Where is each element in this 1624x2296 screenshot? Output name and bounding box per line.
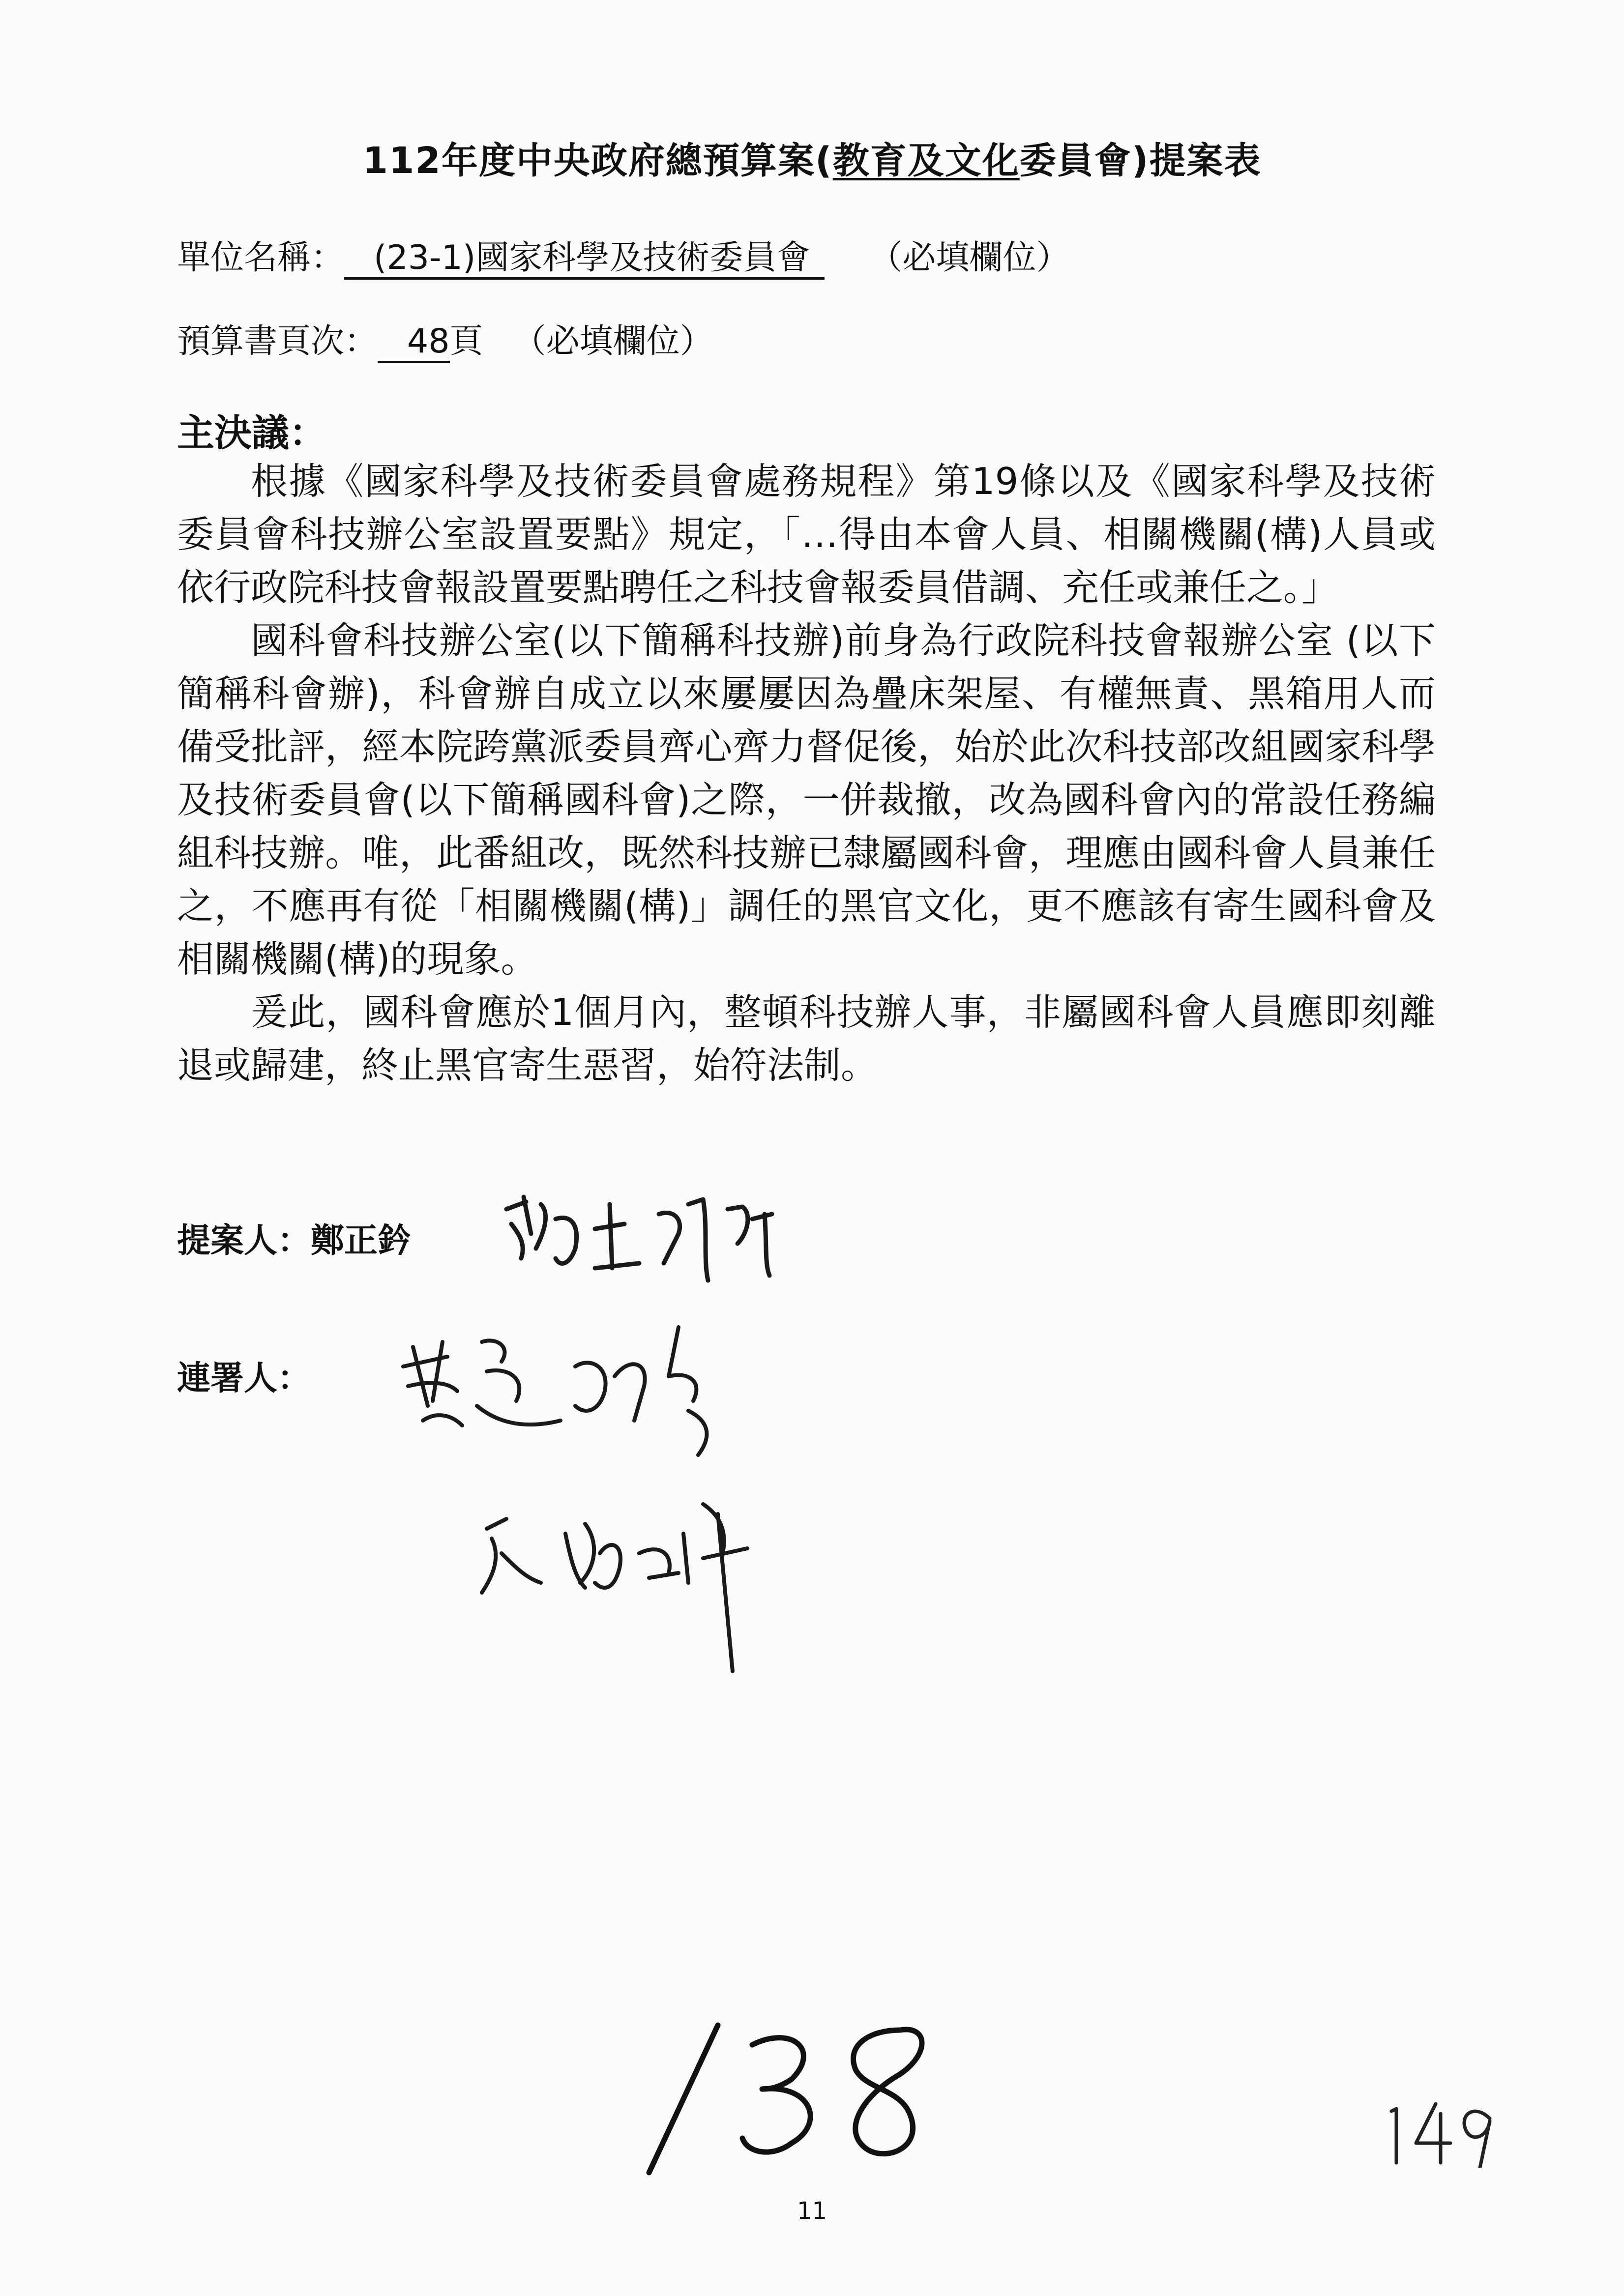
- resolution-heading: 主決議：: [177, 411, 326, 455]
- budget-page-unit: 頁: [449, 322, 483, 361]
- printed-page-number: 11: [797, 2197, 827, 2225]
- resolution-paragraph: 國科會科技辦公室(以下簡稱科技辦)前身為行政院科技會報辦公室 (以下簡稱科會辦)，科會辦自成立以來屢屢因為疊床架屋、有權無責、黑箱用人而備受批評，經本院跨黨派委員齊心齊力督促後，始於此次科技部改組國家科學及技術委員會(以下簡稱國科會)之際，一併裁撤，改為國科會內的常設任務編組科技辦。唯，此番組改，既然科技辦已隸屬國科會，理應由國科會人員兼任之，不應再有從「相關機關(構)」調任的黑官文化，更不應該有寄生國科會及相關機關(構)的現象。: [177, 619, 1436, 981]
- unit-name-label: 單位名稱：: [177, 238, 345, 277]
- resolution-paragraph: 爰此，國科會應於1個月內，整頓科技辦人事，非屬國科會人員應即刻離退或歸建，終止黑官寄生惡習，始符法制。: [177, 990, 1436, 1087]
- unit-name-field: [177, 231, 1069, 280]
- budget-page-value: 48: [378, 322, 450, 363]
- resolution-paragraph: 根據《國家科學及技術委員會處務規程》第19條以及《國家科學及技術委員會科技辦公室設置要點》規定，「…得由本會人員、相關機關(構)人員或依行政院科技會報設置要點聘任之科技會報委員借調、充任或兼任之。」: [177, 460, 1436, 609]
- handwritten-number-text: 138: [634, 2015, 635, 2016]
- cosigner-signature-1: [393, 1308, 767, 1465]
- proposer-label: 提案人：: [177, 1221, 311, 1260]
- cosigner-signature-2: [472, 1484, 816, 1691]
- resolution-body: [177, 455, 1436, 1092]
- proposer-signature: [497, 1175, 801, 1293]
- proposer-name: 鄭正鈐: [311, 1221, 412, 1260]
- title-suffix: 委員會)提案表: [1019, 140, 1262, 182]
- budget-page-required-note: （必填欄位）: [512, 322, 713, 361]
- budget-page-label: 預算書頁次：: [177, 322, 378, 361]
- form-title: [0, 132, 1624, 184]
- title-committee-underlined: 教育及文化: [832, 140, 1020, 182]
- title-prefix: 112年度中央政府總預算案(: [362, 140, 833, 182]
- cosigner-label: 連署人：: [177, 1359, 311, 1398]
- cosigner-line: [177, 1352, 311, 1399]
- proposer-line: [177, 1214, 411, 1262]
- budget-page-field: [177, 315, 713, 363]
- handwritten-page-number-corner: [1382, 2094, 1500, 2168]
- unit-name-value: (23-1)國家科學及技術委員會: [344, 239, 825, 280]
- handwritten-page-number-large: [634, 2015, 939, 2178]
- unit-required-note: （必填欄位）: [869, 238, 1070, 277]
